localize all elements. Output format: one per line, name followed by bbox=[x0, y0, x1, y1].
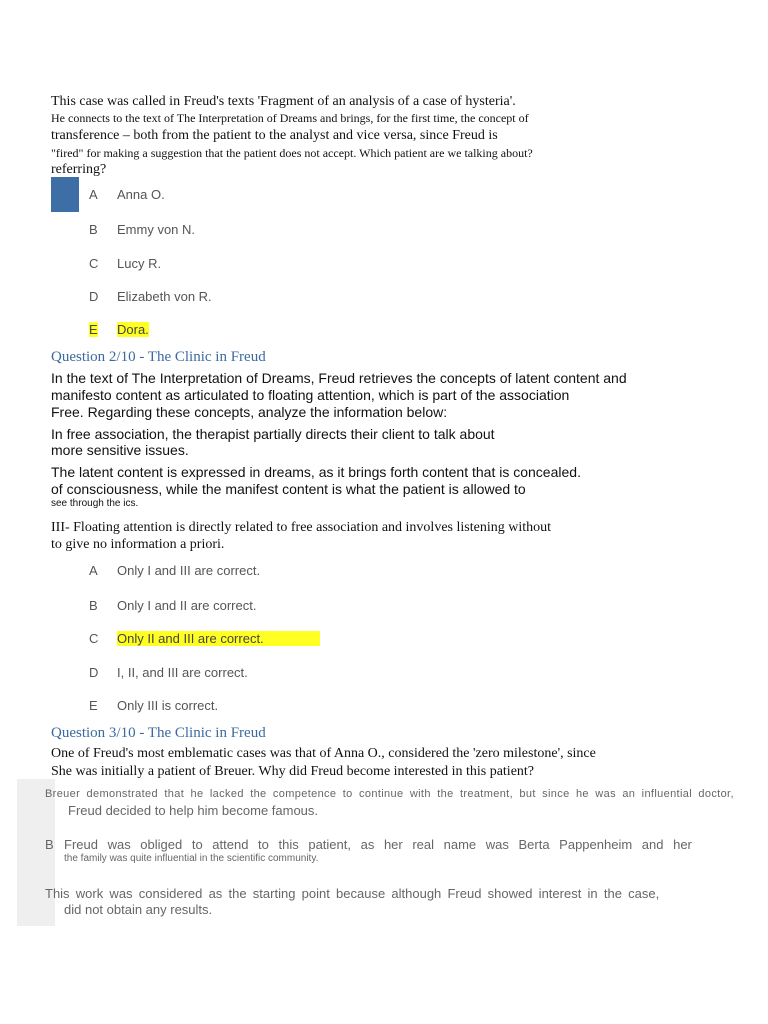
option-letter: B bbox=[89, 598, 98, 613]
option-text: Only II and III are correct. bbox=[117, 631, 320, 646]
q2-statement-2-line-3: see through the ics. bbox=[51, 498, 139, 509]
options-side-strip bbox=[17, 779, 55, 926]
q2-statement-3-line-2: to give no information a priori. bbox=[51, 537, 225, 552]
option-text: Lucy R. bbox=[117, 256, 162, 271]
q2-heading: Question 2/10 - The Clinic in Freud bbox=[51, 349, 266, 365]
q3-line-2: She was initially a patient of Breuer. Why did Freud become interested in this patient? bbox=[51, 764, 535, 779]
option-text-line-2: did not obtain any results. bbox=[64, 902, 213, 917]
q1-line-4: "fired" for making a suggestion that the patient does not accept. Which patient are we talking about? bbox=[51, 146, 533, 160]
option-letter: E bbox=[89, 698, 98, 713]
option-letter: D bbox=[89, 289, 99, 304]
option-text: Anna O. bbox=[117, 187, 165, 202]
q2-p1-line-1: In the text of The Interpretation of Dreams, Freud retrieves the concepts of latent content and bbox=[51, 370, 627, 386]
option-text-line-1: Freud was obliged to attend to this patient, as her real name was Berta Pappenheim and her bbox=[64, 837, 692, 852]
option-text: Dora. bbox=[117, 322, 149, 337]
q2-statement-1-line-1: In free association, the therapist partially directs their client to talk about bbox=[51, 426, 495, 442]
q1-line-2: He connects to the text of The Interpretation of Dreams and brings, for the first time, the concept of bbox=[51, 111, 529, 125]
selected-answer-marker bbox=[51, 177, 79, 212]
option-text: Only I and II are correct. bbox=[117, 598, 257, 613]
q2-p1-line-2: manifesto content as articulated to floating attention, which is part of the association bbox=[51, 387, 570, 403]
option-letter: C bbox=[89, 256, 99, 271]
option-text: Elizabeth von R. bbox=[117, 289, 212, 304]
q1-line-3: transference – both from the patient to the analyst and vice versa, since Freud is bbox=[51, 128, 498, 143]
q2-statement-2-line-2: of consciousness, while the manifest content is what the patient is allowed to bbox=[51, 481, 526, 497]
option-text-line-2: Freud decided to help him become famous. bbox=[68, 803, 319, 818]
option-letter: E bbox=[89, 322, 98, 337]
option-letter: D bbox=[89, 665, 99, 680]
option-text: Emmy von N. bbox=[117, 222, 196, 237]
q1-line-1: This case was called in Freud's texts 'Fragment of an analysis of a case of hysteria'. bbox=[51, 94, 516, 109]
q1-line-5: referring? bbox=[51, 162, 107, 177]
option-letter: C bbox=[89, 631, 99, 646]
option-letter: B bbox=[89, 222, 98, 237]
option-text-line-2: the family was quite influential in the scientific community. bbox=[64, 853, 319, 864]
q2-p1-line-3: Free. Regarding these concepts, analyze the information below: bbox=[51, 404, 448, 420]
option-text: Only I and III are correct. bbox=[117, 563, 261, 578]
option-letter: A bbox=[89, 187, 98, 202]
option-text-line-1: Breuer demonstrated that he lacked the competence to continue with the treatment, but since he was an influential doctor, bbox=[45, 788, 734, 800]
q2-statement-2-line-1: The latent content is expressed in dreams, as it brings forth content that is concealed. bbox=[51, 464, 581, 480]
q2-statement-3-line-1: III- Floating attention is directly related to free association and involves listening without bbox=[51, 520, 551, 535]
option-text-line-1: This work was considered as the starting point because although Freud showed interest in the case, bbox=[45, 886, 660, 901]
option-letter: B bbox=[45, 837, 54, 852]
option-text: Only III is correct. bbox=[117, 698, 219, 713]
q3-line-1: One of Freud's most emblematic cases was that of Anna O., considered the 'zero milestone', since bbox=[51, 746, 596, 761]
option-letter: A bbox=[89, 563, 98, 578]
q2-statement-1-line-2: more sensitive issues. bbox=[51, 442, 189, 458]
q3-heading: Question 3/10 - The Clinic in Freud bbox=[51, 725, 266, 741]
option-text: I, II, and III are correct. bbox=[117, 665, 248, 680]
